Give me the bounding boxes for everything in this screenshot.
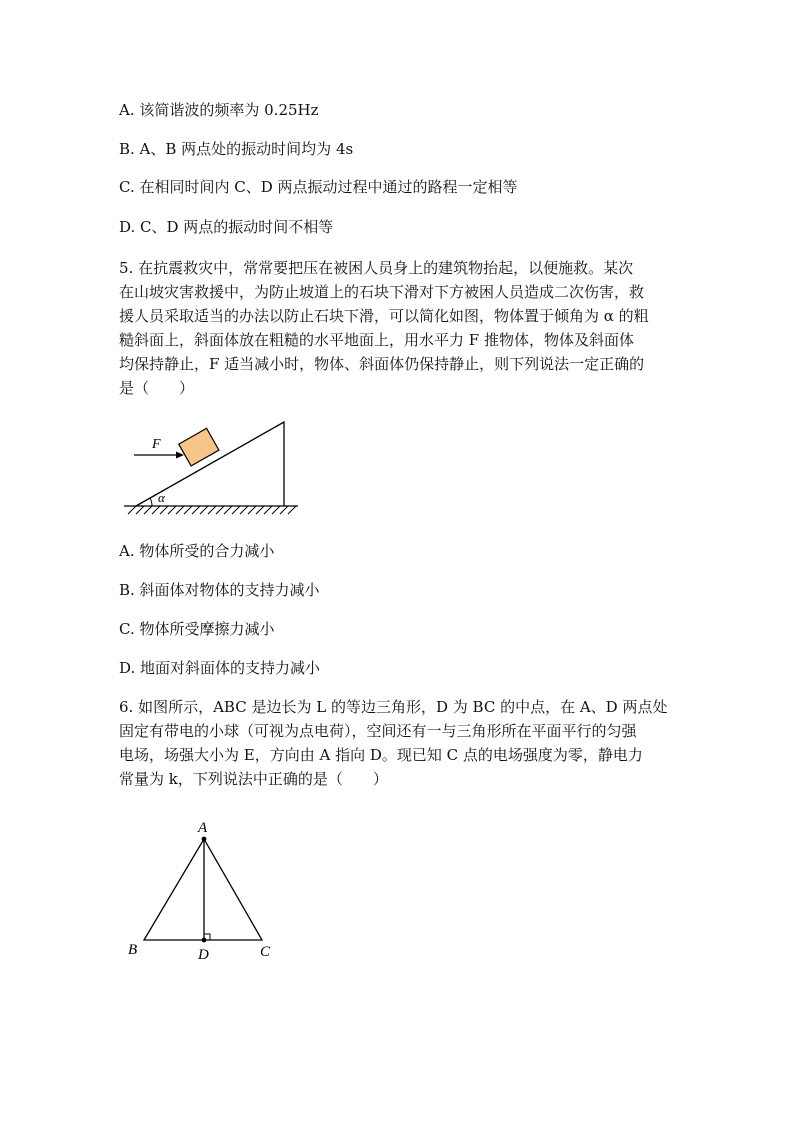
ground-hatching <box>128 506 296 514</box>
q5-stem-line: 在山坡灾害救援中，为防止坡道上的石块下滑对下方被困人员造成二次伤害，救 <box>119 283 645 301</box>
angle-arc <box>150 498 152 506</box>
block <box>179 428 219 466</box>
angle-label: α <box>158 490 165 505</box>
q4-option-c: C. 在相同时间内 C、D 两点振动过程中通过的路程一定相等 <box>119 178 518 196</box>
q4-option-b: B. A、B 两点处的振动时间均为 4s <box>119 140 354 158</box>
q5-stem <box>119 256 679 400</box>
q5-stem-line: 5. 在抗震救灾中，常常要把压在被困人员身上的建筑物抬起，以便施救。某次 <box>119 259 634 277</box>
q5-option-c: C. 物体所受摩擦力减小 <box>119 620 275 638</box>
q5-stem-line: 援人员采取适当的办法以防止石块下滑，可以简化如图，物体置于倾角为 α 的粗 <box>119 307 649 325</box>
force-label: F <box>152 437 161 452</box>
q5-stem-line: 是（ ） <box>119 379 195 397</box>
q6-stem <box>119 695 679 791</box>
force-arrowhead <box>176 452 184 459</box>
label-d: D <box>198 947 209 963</box>
q6-stem-line: 6. 如图所示，ABC 是边长为 L 的等边三角形，D 为 BC 的中点，在 A、D 两点处 <box>119 698 668 716</box>
q6-stem-line: 常量为 k，下列说法中正确的是（ ） <box>119 770 388 788</box>
q4-option-d: D. C、D 两点的振动时间不相等 <box>119 218 334 236</box>
point-d <box>202 938 207 943</box>
q5-stem-line: 均保持静止，F 适当减小时，物体、斜面体仍保持静止，则下列说法一定正确的 <box>119 355 645 373</box>
q6-stem-line: 电场，场强大小为 E，方向由 A 指向 D。现已知 C 点的电场强度为零，静电力 <box>119 746 643 764</box>
q5-option-a: A. 物体所受的合力减小 <box>119 542 275 560</box>
triangle-figure <box>120 815 290 965</box>
triangle-abc <box>144 839 262 940</box>
q4-option-a: A. 该简谐波的频率为 0.25Hz <box>119 101 319 119</box>
q5-stem-line: 糙斜面上，斜面体放在粗糙的水平地面上，用水平力 F 推物体，物体及斜面体 <box>119 331 634 349</box>
point-a <box>202 837 207 842</box>
incline-figure <box>118 410 308 522</box>
label-c: C <box>260 944 271 960</box>
q6-stem-line: 固定有带电的小球（可视为点电荷），空间还有一与三角形所在平面平行的匀强 <box>119 722 637 740</box>
label-a: A <box>198 820 208 836</box>
label-b: B <box>128 942 138 958</box>
q5-option-d: D. 地面对斜面体的支持力减小 <box>119 659 321 677</box>
q5-option-b: B. 斜面体对物体的支持力减小 <box>119 581 320 599</box>
